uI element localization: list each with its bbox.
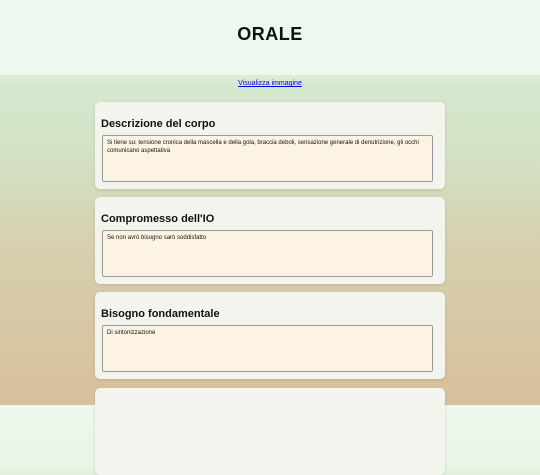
section-title: Compromesso dell'IO [101, 213, 215, 225]
ego-compromise-field[interactable]: Se non avrò bisogno sarò soddisfatto [102, 230, 433, 277]
body-description-field[interactable]: Si tiene su: tensione cronica della mascella e della gola, braccia deboli, sensazione generale di denutrizione, gli occhi comunicano aspettativa [102, 135, 433, 182]
section-card-ego-compromise [95, 197, 445, 284]
fundamental-need-field[interactable]: Di sintonizzazione [102, 325, 433, 372]
section-title: Descrizione del corpo [101, 118, 216, 130]
section-title: Bisogno fondamentale [101, 308, 220, 320]
view-image-link[interactable]: Visualizza immagine [238, 80, 302, 87]
page-title: ORALE [237, 24, 303, 44]
page-header [0, 0, 540, 75]
section-card-body-description [95, 102, 445, 189]
section-card-partial [95, 388, 445, 475]
section-card-fundamental-need [95, 292, 445, 379]
